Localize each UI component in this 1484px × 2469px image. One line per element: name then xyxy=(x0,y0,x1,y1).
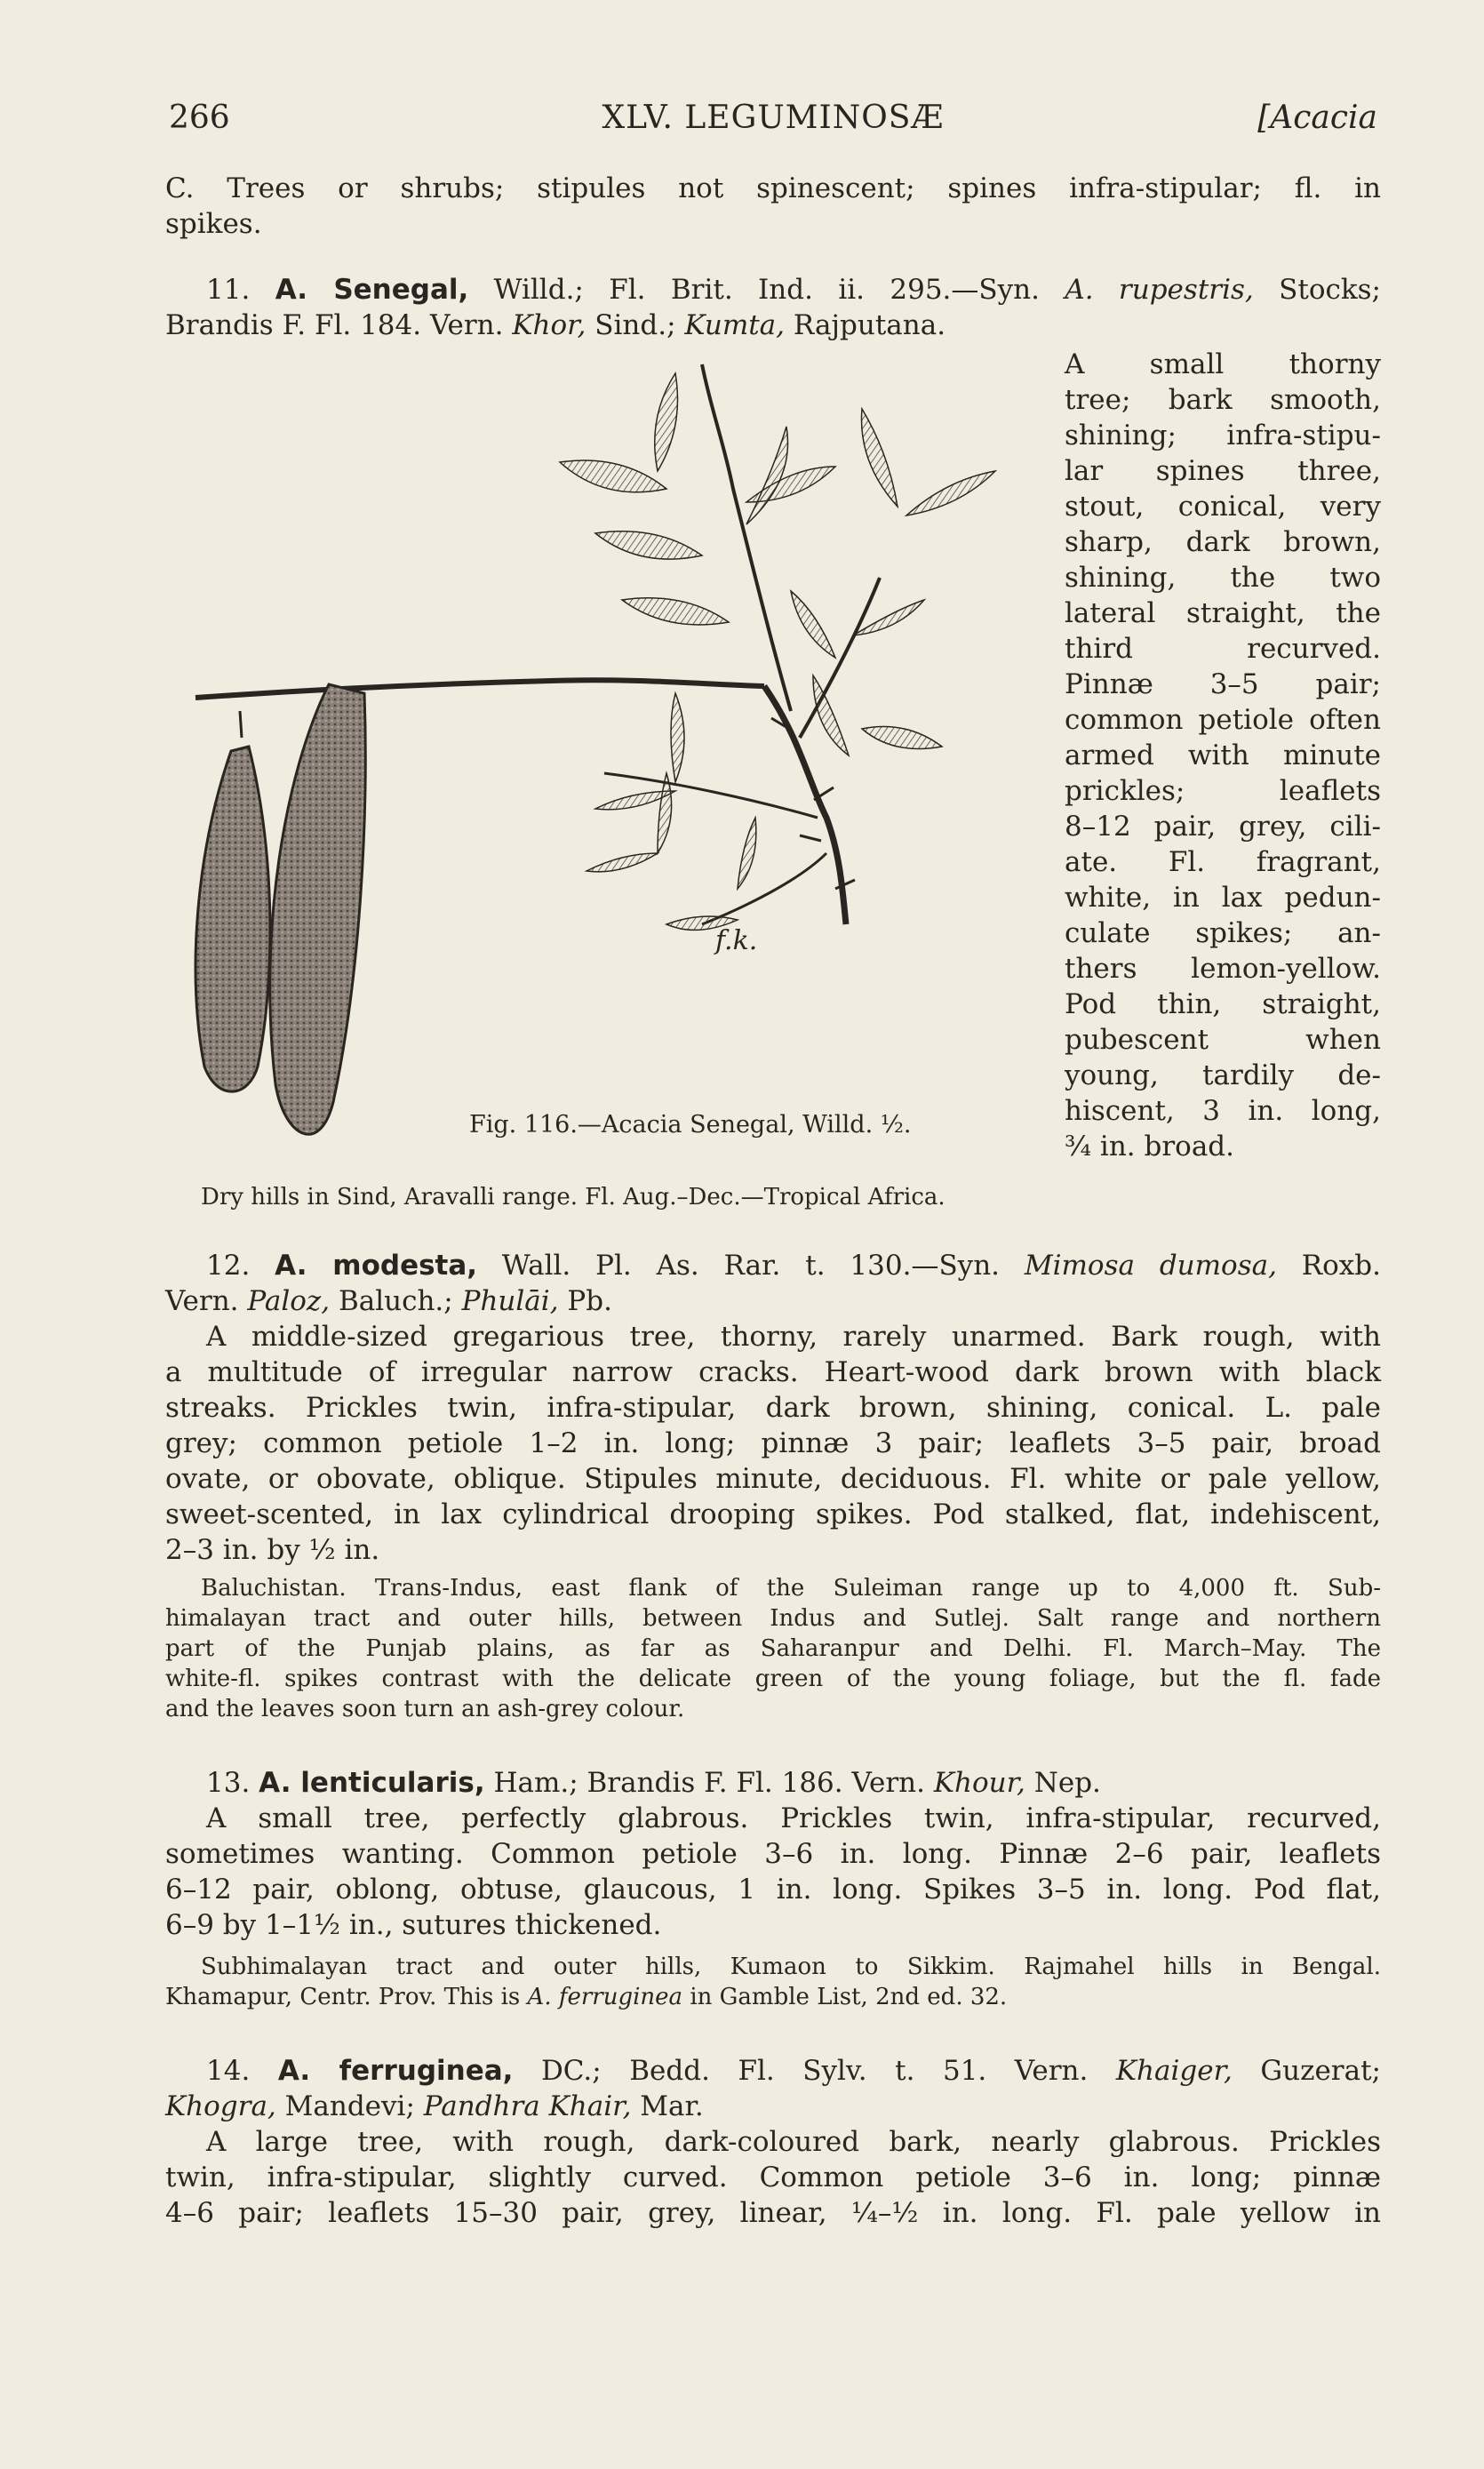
text-line: shining; infra-stipu- xyxy=(1065,419,1381,451)
text-line: Baluchistan. Trans-Indus, east flank of the Suleiman range up to 4,000 ft. Sub- xyxy=(201,1575,1381,1602)
text-line: prickles; leaflets xyxy=(1065,775,1381,807)
text-line: 6–9 by 1–1½ in., sutures thickened. xyxy=(165,1909,662,1941)
text-line: shining, the two xyxy=(1065,562,1381,594)
vern-name: Paloz, xyxy=(247,1285,331,1317)
text-line: armed with minute xyxy=(1065,739,1381,771)
illustrator-initials: f.k. xyxy=(715,925,758,956)
text-line: 6–12 pair, oblong, obtuse, glaucous, 1 in. long. Spikes 3–5 in. long. Pod flat, xyxy=(165,1874,1381,1906)
text-line: grey; common petiole 1–2 in. long; pinnæ 3 pair; leaflets 3–5 pair, broad xyxy=(165,1427,1381,1459)
text-line xyxy=(165,2053,1381,2089)
vern-text: Mar. xyxy=(631,2090,704,2122)
text-line xyxy=(165,308,1381,343)
text-line: 8–12 pair, grey, cili- xyxy=(1065,811,1381,843)
synonym: Mimosa dumosa, xyxy=(1024,1250,1277,1282)
text-line: sometimes wanting. Common petiole 3–6 in. long. Pinnæ 2–6 pair, leaflets xyxy=(165,1838,1381,1870)
species-name: A. Senegal, xyxy=(275,274,469,306)
authority: Guzerat; xyxy=(1232,2055,1381,2087)
text-line xyxy=(165,1765,1381,1801)
family-title: XLV. LEGUMINOSÆ xyxy=(602,100,945,136)
vern-name: Khour, xyxy=(933,1767,1025,1799)
vern-text: Brandis F. Fl. 184. Vern. xyxy=(165,309,513,341)
species-13-notes xyxy=(165,1952,1381,2012)
section-c xyxy=(165,171,1381,242)
vern-text: Rajputana. xyxy=(785,309,946,341)
running-header xyxy=(169,100,1377,144)
text-line: tree; bark smooth, xyxy=(1065,384,1381,416)
text-line: spikes. xyxy=(165,208,262,240)
text-line: A middle-sized gregarious tree, thorny, rarely unarmed. Bark rough, with xyxy=(206,1321,1381,1353)
species-number: 13. xyxy=(206,1767,259,1799)
vern-name: Khogra, xyxy=(165,2090,276,2122)
vern-text: Pb. xyxy=(558,1285,612,1317)
note-text: in Gamble List, 2nd ed. 32. xyxy=(682,1984,1008,2010)
vern-text: Vern. xyxy=(165,1285,248,1317)
species-name: A. ferruginea, xyxy=(277,2055,514,2087)
text-line: Pinnæ 3–5 pair; xyxy=(1065,668,1381,700)
vern-name: Khor, xyxy=(512,309,586,341)
text-line: A small tree, perfectly glabrous. Prickles twin, infra-stipular, recurved, xyxy=(206,1802,1381,1834)
text-line: Subhimalayan tract and outer hills, Kumaon to Sikkim. Rajmahel hills in Bengal. xyxy=(201,1954,1381,1980)
species-name: A. modesta, xyxy=(275,1250,478,1282)
text-line: lar spines three, xyxy=(1065,455,1381,487)
vern-name: Pandhra Khair, xyxy=(423,2090,632,2122)
authority: Roxb. xyxy=(1276,1250,1381,1282)
figure-caption: Fig. 116.—Acacia Senegal, Willd. ½. xyxy=(469,1111,912,1139)
text-line: part of the Punjab plains, as far as Saharanpur and Delhi. Fl. March–May. The xyxy=(165,1635,1381,1662)
species-11-distribution: Dry hills in Sind, Aravalli range. Fl. Aug.–Dec.—Tropical Africa. xyxy=(201,1184,945,1211)
acacia-senegal-illustration xyxy=(178,356,1049,1182)
text-line: pubescent when xyxy=(1065,1024,1381,1056)
text-line: third recurved. xyxy=(1065,633,1381,665)
text-line: sweet-scented, in lax cylindrical drooping spikes. Pod stalked, flat, indehiscent, xyxy=(165,1498,1381,1530)
species-11-heading xyxy=(165,272,1381,343)
text-line: hiscent, 3 in. long, xyxy=(1065,1095,1381,1127)
text-line: stout, conical, very xyxy=(1065,491,1381,523)
text-line: white, in lax pedun- xyxy=(1065,882,1381,914)
text-line: ovate, or obovate, oblique. Stipules minute, deciduous. Fl. white or pale yellow, xyxy=(165,1463,1381,1495)
vern-name: Phulāi, xyxy=(461,1285,559,1317)
text-line xyxy=(165,2089,1381,2124)
synonym: A. rupestris, xyxy=(1065,274,1254,306)
text-line: C. Trees or shrubs; stipules not spinescent; spines infra-stipular; fl. in xyxy=(165,172,1381,204)
text-line: 2–3 in. by ½ in. xyxy=(165,1534,380,1566)
authority: Ham.; Brandis F. Fl. 186. Vern. xyxy=(484,1767,934,1799)
text-line: white-fl. spikes contrast with the delicate green of the young foliage, but the fl. fade xyxy=(165,1666,1381,1692)
text-line xyxy=(165,1982,1381,2012)
species-name: A. lenticularis, xyxy=(259,1767,485,1799)
text-line: 4–6 pair; leaflets 15–30 pair, grey, linear, ¼–½ in. long. Fl. pale yellow in xyxy=(165,2197,1381,2229)
authority: Stocks; xyxy=(1253,274,1382,306)
vern-text: Baluch.; xyxy=(330,1285,462,1317)
vern-name: Kumta, xyxy=(684,309,786,341)
species-14 xyxy=(165,2053,1381,2231)
text-line: young, tardily de- xyxy=(1065,1059,1381,1091)
authority: Nep. xyxy=(1025,1767,1101,1799)
text-line: a multitude of irregular narrow cracks. Heart-wood dark brown with black xyxy=(165,1356,1381,1388)
text-line: himalayan tract and outer hills, between Indus and Sutlej. Salt range and northern xyxy=(165,1605,1381,1632)
text-line: streaks. Prickles twin, infra-stipular, dark brown, shining, conical. L. pale xyxy=(165,1392,1381,1424)
text-line: sharp, dark brown, xyxy=(1065,526,1381,558)
note-text: Khamapur, Centr. Prov. This is xyxy=(165,1984,528,2010)
species-number: 11. xyxy=(206,274,251,306)
vern-text: Mandevi; xyxy=(275,2090,424,2122)
text-line: ¾ in. broad. xyxy=(1065,1131,1234,1163)
text-line: twin, infra-stipular, slightly curved. Common petiole 3–6 in. long; pinnæ xyxy=(165,2161,1381,2193)
text-line xyxy=(165,1283,1381,1319)
text-line: common petiole often xyxy=(1065,704,1381,736)
species-12-notes xyxy=(165,1573,1381,1724)
species-12 xyxy=(165,1248,1381,1568)
text-line: Pod thin, straight, xyxy=(1065,988,1381,1020)
text-line: and the leaves soon turn an ash-grey colour. xyxy=(165,1696,685,1722)
authority: DC.; Bedd. Fl. Sylv. t. 51. Vern. xyxy=(513,2055,1116,2087)
text-line xyxy=(165,272,1381,308)
text-line: A large tree, with rough, dark-coloured bark, nearly glabrous. Prickles xyxy=(206,2126,1381,2158)
authority: Wall. Pl. As. Rar. t. 130.—Syn. xyxy=(477,1250,1025,1282)
text-line: A small thorny xyxy=(1065,348,1381,380)
species-number: 12. xyxy=(206,1250,275,1282)
text-line: ate. Fl. fragrant, xyxy=(1065,846,1381,878)
note-species: A. ferruginea xyxy=(527,1984,683,2010)
text-line: culate spikes; an- xyxy=(1065,917,1381,949)
authority: Willd.; Fl. Brit. Ind. ii. 295.—Syn. xyxy=(468,274,1065,306)
text-line xyxy=(165,1248,1381,1283)
text-line: thers lemon-yellow. xyxy=(1065,953,1381,985)
text-line: lateral straight, the xyxy=(1065,597,1381,629)
page-number: 266 xyxy=(169,100,230,136)
vern-text: Sind.; xyxy=(586,309,685,341)
vern-name: Khaiger, xyxy=(1115,2055,1233,2087)
species-13 xyxy=(165,1765,1381,1943)
species-number: 14. xyxy=(206,2055,278,2087)
species-11-description xyxy=(1065,347,1381,1164)
genus-header: [Acacia xyxy=(1257,100,1377,136)
